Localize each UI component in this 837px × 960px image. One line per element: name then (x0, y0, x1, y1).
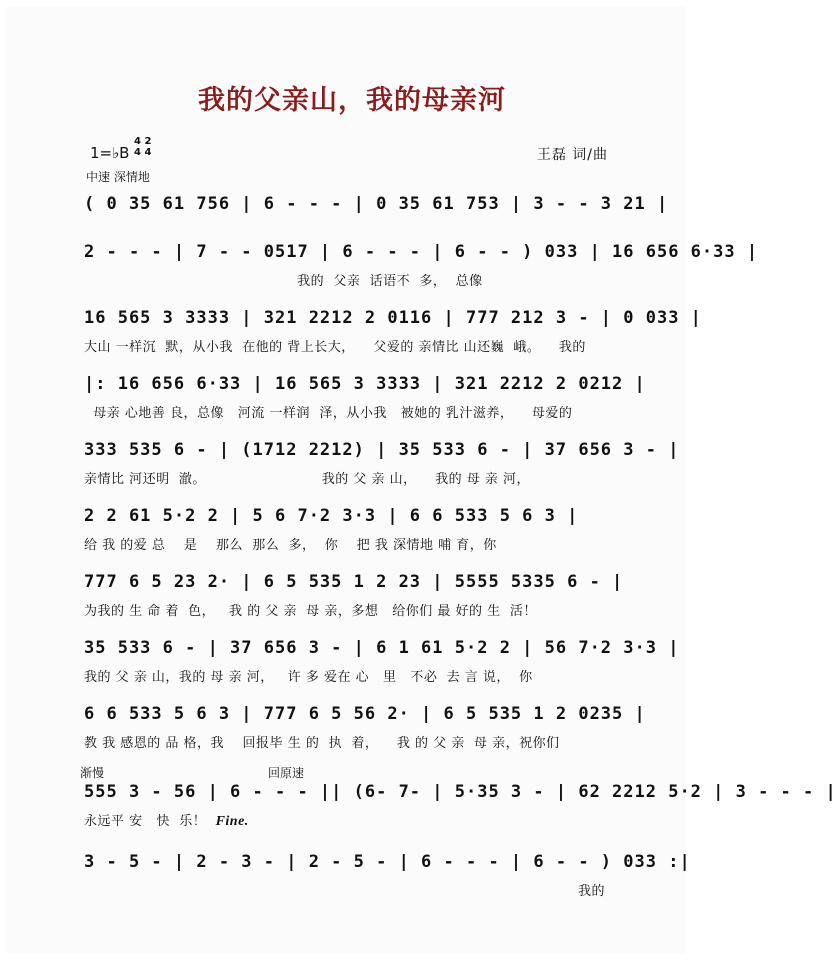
notation-row-1: ( 0 35 61 756 | 6 - - - | 0 35 61 753 | 3 - - 3 21 | (84, 194, 669, 214)
notation-row-6: 2 2 61 5·2 2 | 5 6 7·2 3·3 | 6 6 533 5 6 3 | (84, 506, 579, 526)
lyric-row-7: 为我的 生 命 着 色， 我 的 父 亲 母 亲，多想 给你们 最 好的 生 活！ (84, 604, 537, 619)
time-signature-denominators: 4 4 (134, 147, 152, 158)
lyric-row-10 (84, 810, 634, 830)
credit-line: 王磊 词/曲 (536, 147, 608, 163)
fine-marking: Fine. (215, 814, 249, 829)
lyric-row-5: 亲情比 河还明 澈。 我的 父 亲 山， 我的 母 亲 河， (84, 472, 531, 487)
notation-row-7: 777 6 5 23 2· | 6 5 535 1 2 23 | 5555 5335 6 - | (84, 572, 624, 592)
lyric-row-4: 母亲 心地善 良，总像 河流 一样润 泽，从小我 被她的 乳汁滋养， 母爱的 (84, 406, 573, 421)
notation-row-2: 2 - - - | 7 - - 0517 | 6 - - - | 6 - - ) 033 | 16 656 6·33 | (84, 242, 759, 262)
lyric-row-11: 我的 (578, 884, 606, 899)
score-sheet (6, 6, 837, 954)
notation-row-10: 555 3 - 56 | 6 - - - || (6- 7- | 5·35 3 - | 62 2212 5·2 | 3 - - - | (84, 782, 837, 802)
notation-row-11: 3 - 5 - | 2 - 3 - | 2 - 5 - | 6 - - - | 6 - - ) 033 :| (84, 852, 691, 872)
notation-row-8: 35 533 6 - | 37 656 3 - | 6 1 61 5·2 2 | 56 7·2 3·3 | (84, 638, 680, 658)
time-signature-numerators: 4 2 (134, 136, 152, 147)
lyric-row-2: 我的 父亲 话语不 多， 总像 (84, 274, 483, 289)
lyric-row-8: 我的 父 亲 山，我的 母 亲 河， 许 多 爱在 心 里 不必 去 言 说， 你 (84, 670, 533, 685)
ritardando-marking: 渐慢 (80, 766, 105, 780)
lyric-row-6: 给 我 的爱 总 是 那么 那么 多， 你 把 我 深情地 哺 育，你 (84, 538, 497, 553)
notation-row-4: |: 16 656 6·33 | 16 565 3 3333 | 321 2212 2 0212 | (84, 374, 646, 394)
notation-row-3: 16 565 3 3333 | 321 2212 2 0116 | 777 212 3 - | 0 033 | (84, 308, 702, 328)
notation-row-5: 333 535 6 - | (1712 2212) | 35 533 6 - | 37 656 3 - | (84, 440, 680, 460)
lyric-row-9: 教 我 感恩的 品 格，我 回报毕 生 的 执 着， 我 的 父 亲 母 亲，祝你们 (84, 736, 560, 751)
key-signature: 1=♭B (90, 144, 130, 162)
lyric-row-3: 大山 一样沉 默，从小我 在他的 背上长大， 父爱的 亲情比 山还巍 峨。 我的 (84, 340, 586, 355)
song-title: 我的父亲山，我的母亲河 (198, 85, 506, 116)
a-tempo-marking: 回原速 (268, 766, 305, 780)
notation-row-9: 6 6 533 5 6 3 | 777 6 5 56 2· | 6 5 535 1 2 0235 | (84, 704, 646, 724)
tempo-marking: 中速 深情地 (86, 170, 150, 184)
lyric-row-10-text: 永远平 安 快 乐！ (84, 814, 216, 829)
time-signature (134, 136, 151, 158)
